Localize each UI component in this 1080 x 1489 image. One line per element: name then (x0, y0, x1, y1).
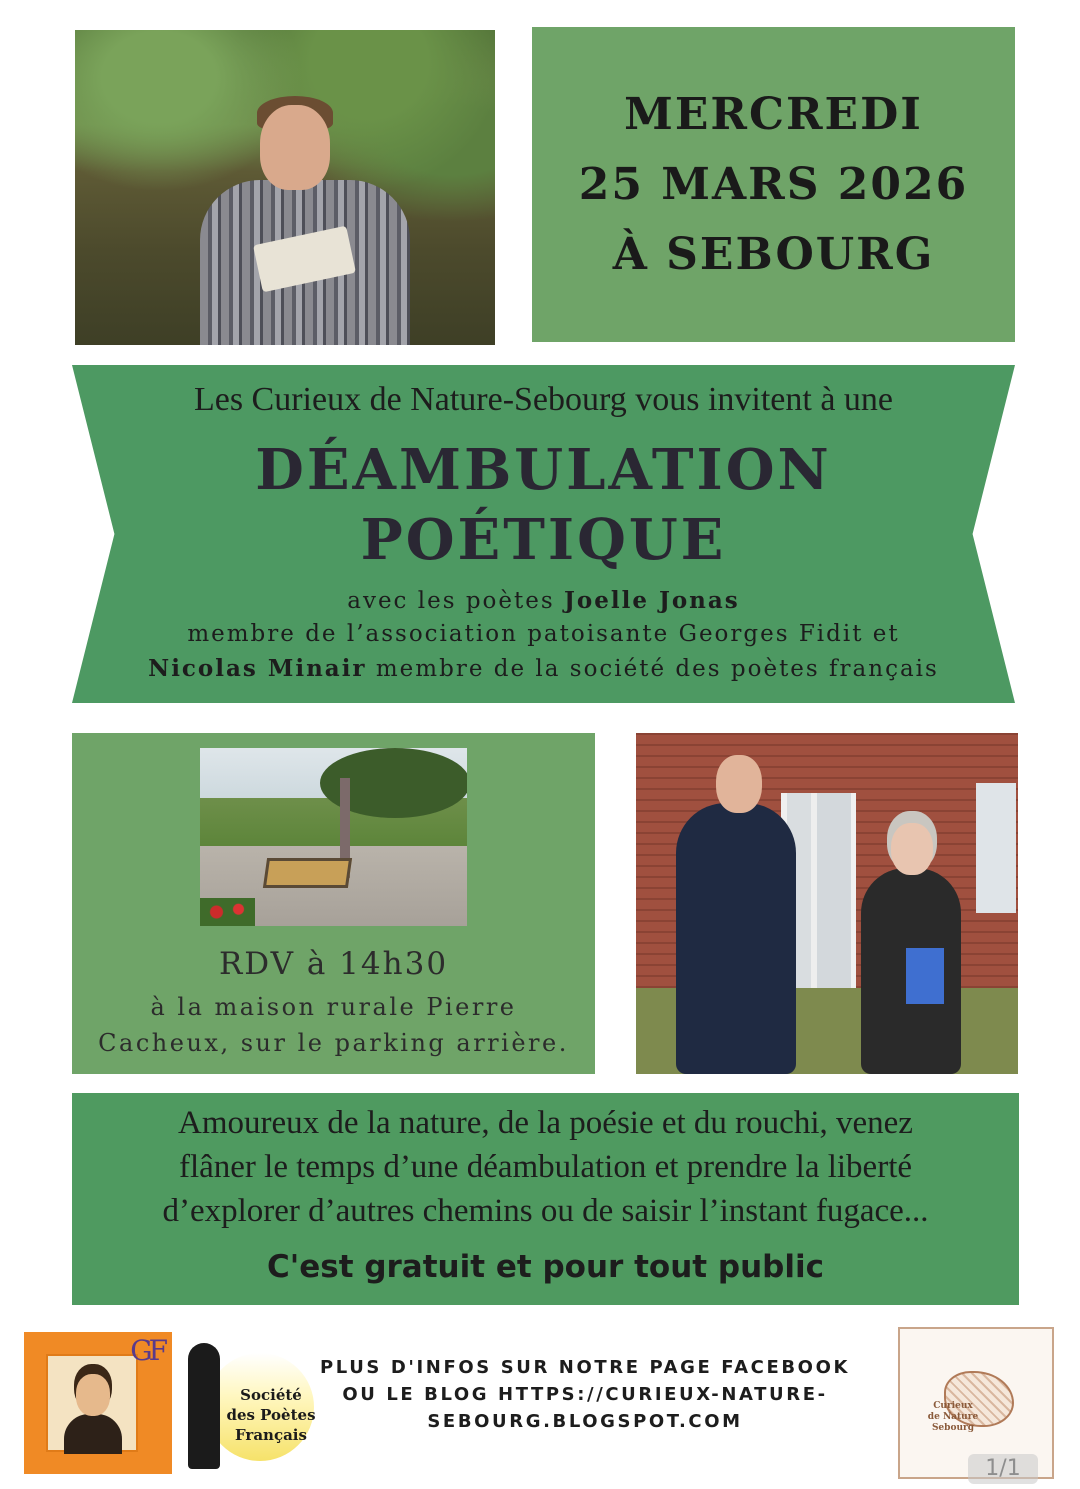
spf-text-line3: Français (235, 1426, 307, 1444)
description-line1: Amoureux de la nature, de la poésie et du rouchi, venez (178, 1105, 913, 1141)
blue-folder (906, 948, 944, 1004)
portrait-coat (64, 1414, 122, 1454)
page-counter: 1/1 (968, 1454, 1038, 1484)
curieux-text-line3: Sebourg (931, 1423, 975, 1433)
event-location: À SEBOURG (612, 228, 935, 280)
description-box (72, 1093, 1019, 1305)
meeting-time: RDV à 14h30 (218, 946, 449, 982)
poet2-role: membre de la société des poètes français (366, 656, 939, 682)
spf-text-line1: Société (240, 1386, 302, 1404)
event-title-line2: POÉTIQUE (360, 507, 727, 573)
societe-poetes-francais-logo (176, 1341, 316, 1471)
flower-bed (200, 898, 255, 926)
gf-monogram: GF (130, 1334, 164, 1367)
free-admission-text: C'est gratuit et pour tout public (266, 1249, 824, 1285)
park-bench (263, 858, 352, 888)
meeting-info-box (72, 733, 595, 1074)
curieux-logo-text (918, 1401, 988, 1434)
photo-park-bench (200, 748, 467, 926)
event-weekday: MERCREDI (624, 88, 923, 140)
poet-man-head (716, 755, 762, 813)
description-line3: d’explorer d’autres chemins ou de saisir l’instant fugace... (162, 1193, 929, 1229)
spf-muse-figure (188, 1343, 220, 1469)
invitation-text: Les Curieux de Nature-Sebourg vous invitent à une (193, 381, 894, 418)
georges-fidit-logo (24, 1332, 172, 1474)
title-ribbon-content (72, 365, 1015, 703)
portrait-frame (46, 1354, 138, 1452)
person-head (260, 105, 330, 190)
event-title-line1: DÉAMBULATION (255, 437, 832, 503)
meeting-place-line1: à la maison rurale Pierre (150, 993, 517, 1021)
poet1-name: Joelle Jonas (563, 587, 740, 614)
building-window (976, 783, 1016, 913)
event-date-box (532, 27, 1015, 342)
curieux-text-line1: Curieux (933, 1401, 973, 1411)
spf-text-line2: des Poètes (226, 1406, 316, 1424)
photo-poets-reading (636, 733, 1018, 1074)
more-info-line1: PLUS D'INFOS SUR NOTRE PAGE FACEBOOK (319, 1357, 851, 1378)
poet1-role: membre de l’association patoisante Georges Fidit et (187, 621, 900, 647)
more-info-line3: SEBOURG.BLOGSPOT.COM (427, 1411, 743, 1432)
poet-woman-head (891, 823, 933, 875)
portrait-face (76, 1374, 110, 1416)
event-date: 25 MARS 2026 (578, 158, 969, 210)
meeting-place-line2: Cacheux, sur le parking arrière. (98, 1029, 569, 1057)
poets-line1 (72, 587, 1015, 614)
more-info-text (300, 1354, 870, 1435)
photo-poet-reading-by-river (75, 30, 495, 345)
poets-line3 (72, 655, 1015, 682)
curieux-text-line2: de Nature (927, 1412, 979, 1422)
description-line2: flâner le temps d’une déambulation et prendre la liberté (178, 1149, 913, 1185)
more-info-line2: OU LE BLOG HTTPS://CURIEUX-NATURE- (342, 1384, 828, 1405)
poet-man (676, 803, 796, 1074)
poets-prefix: avec les poètes (347, 588, 564, 614)
poet2-name: Nicolas Minair (148, 655, 367, 682)
